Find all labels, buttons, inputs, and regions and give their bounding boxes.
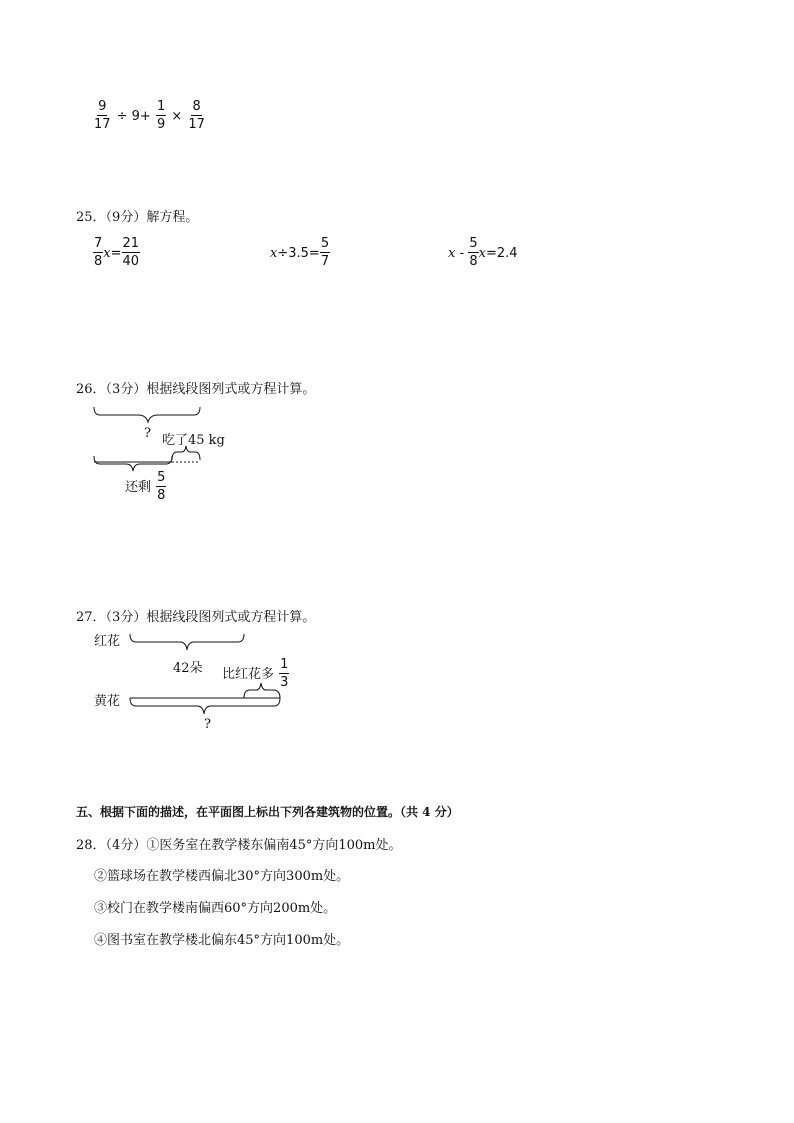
section-5-heading: 五、根据下面的描述，在平面图上标出下列各建筑物的位置。（共 4 分）	[76, 805, 459, 819]
denominator: 17	[94, 117, 111, 132]
denominator: 7	[320, 254, 330, 269]
denominator: 8	[94, 254, 103, 269]
numerator: 21	[122, 236, 140, 251]
q28-line-3: ③校门在教学楼南偏西60°方向200m处。	[94, 901, 337, 916]
numerator: 5	[469, 236, 478, 251]
numerator: 1	[280, 657, 289, 672]
equation-text: ÷3.5=	[277, 246, 320, 261]
equation-text: =2.4	[485, 246, 518, 261]
q26-question-mark: ?	[144, 426, 151, 441]
q26-title: 26．（3分）根据线段图列式或方程计算。	[76, 382, 316, 397]
denominator: 8	[157, 488, 166, 503]
denominator: 8	[469, 254, 478, 269]
numerator: 9	[98, 99, 107, 114]
q27-question-mark: ?	[204, 717, 211, 732]
numerator: 1	[156, 99, 166, 114]
q28-line-4: ④图书室在教学楼北偏东45°方向100m处。	[94, 933, 350, 948]
equals-sign: =	[110, 246, 122, 261]
operator: ÷ 9+	[116, 109, 151, 124]
variable: x	[448, 246, 456, 261]
denominator: 9	[156, 117, 166, 132]
top-brace	[94, 407, 200, 422]
fraction	[279, 657, 289, 690]
variable: x	[103, 246, 111, 261]
minus-sign: -	[455, 246, 469, 261]
red-flower-brace	[130, 634, 244, 650]
q27-title: 27．（3分）根据线段图列式或方程计算。	[76, 610, 316, 625]
q28-line-2: ②篮球场在教学楼西偏北30°方向300m处。	[94, 869, 350, 884]
eaten-brace	[172, 446, 200, 460]
fraction	[156, 470, 166, 503]
q28-line-1: 28．（4分）①医务室在教学楼东偏南45°方向100m处。	[76, 838, 402, 853]
q26-remaining	[125, 470, 166, 503]
remain-label: 还剩	[125, 480, 152, 495]
denominator: 17	[188, 117, 205, 132]
variable: x	[478, 246, 486, 261]
red-flower-label: 红花	[94, 634, 121, 649]
operator: ×	[171, 109, 183, 124]
numerator: 8	[192, 99, 201, 114]
numerator: 5	[320, 236, 330, 251]
yellow-brace	[130, 698, 280, 714]
q27-more-than-red	[222, 657, 289, 690]
more-label: 比红花多	[222, 667, 275, 682]
q25-title: 25．（9分）解方程。	[76, 210, 199, 225]
q26-eaten-label: 吃了45 kg	[162, 433, 225, 448]
red-flower-count: 42朵	[173, 661, 203, 676]
denominator: 3	[280, 675, 289, 690]
variable: x	[270, 246, 278, 261]
numerator: 5	[157, 470, 166, 485]
yellow-flower-label: 黄花	[94, 694, 121, 709]
bottom-brace	[94, 456, 172, 471]
numerator: 7	[94, 236, 103, 251]
denominator: 40	[122, 254, 140, 269]
